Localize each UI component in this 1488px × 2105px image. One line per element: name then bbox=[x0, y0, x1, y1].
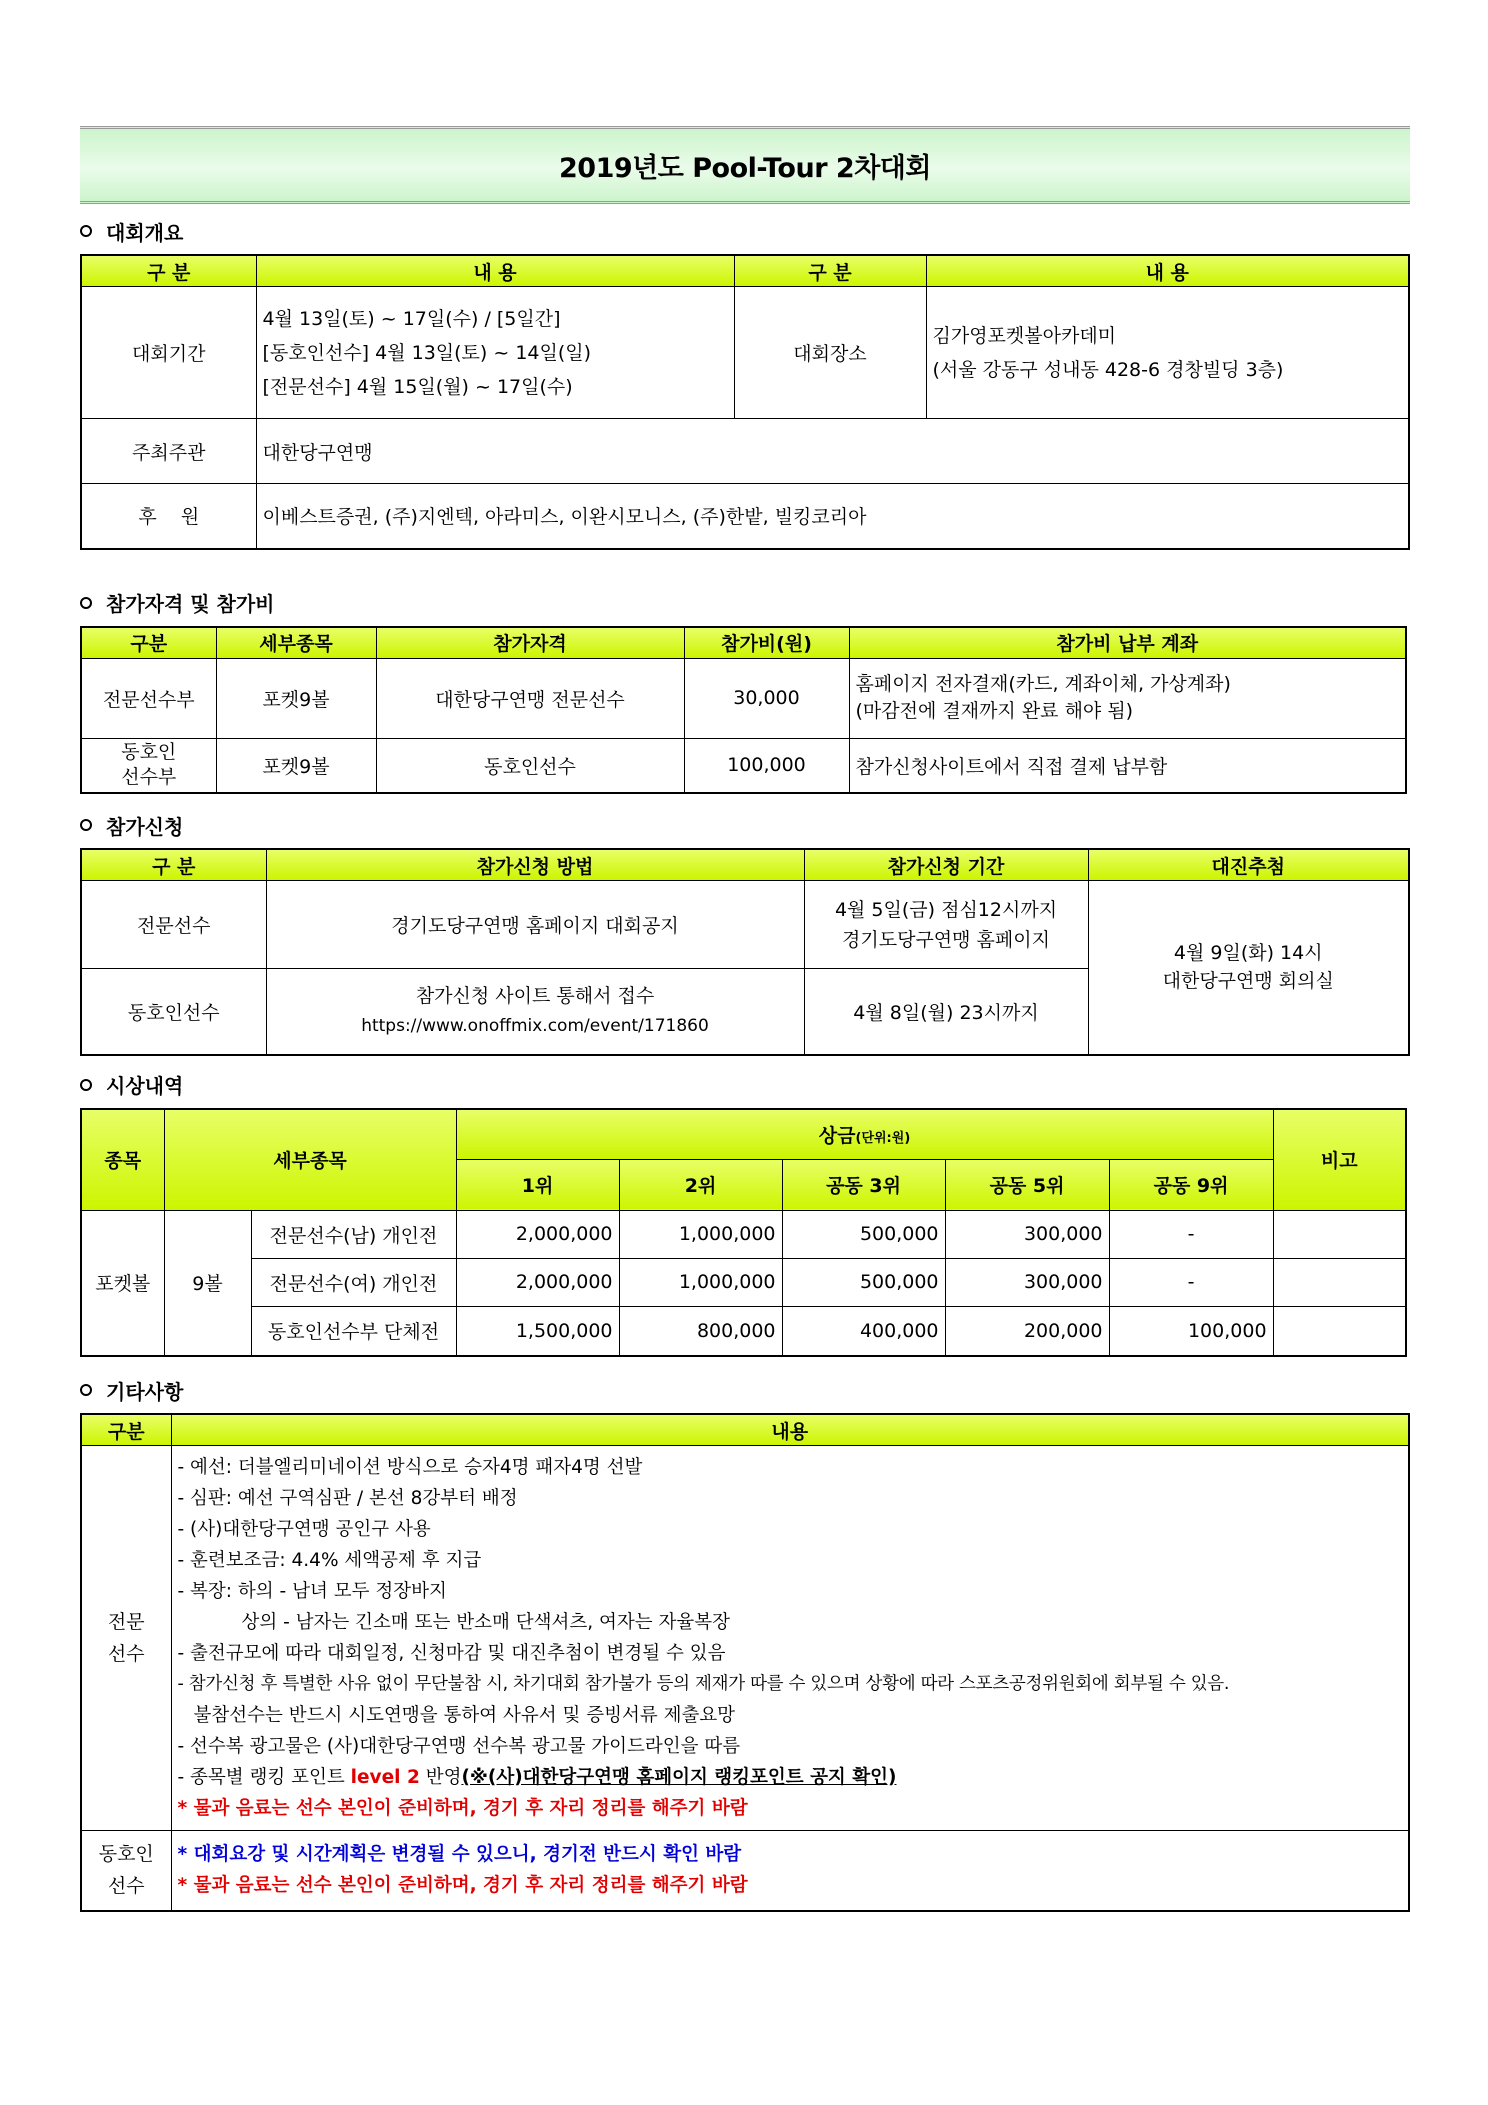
header-cell: 참가자격 bbox=[376, 627, 684, 659]
header-cell: 내 용 bbox=[256, 255, 734, 287]
title-banner bbox=[80, 126, 1410, 204]
header-cell: 공동 3위 bbox=[782, 1159, 945, 1210]
header-cell: 2위 bbox=[619, 1159, 782, 1210]
header-cell: 참가비 납부 계좌 bbox=[849, 627, 1406, 659]
pro-notes: - 예선: 더블엘리미네이션 방식으로 승자4명 패자4명 선발 - 심판: 예선 구역심판 / 본선 8강부터 배정 - (사)대한당구연맹 공인구 사용 - 훈련보조금: 4.4% 세액공제 후 지급 - 복장: 하의 - 남녀 모두 정장바지 상의 - 남자는 긴소매 또는 반소매 단색셔츠, 여자는 자율복장 - 출전규모에 따라 대회일정, 신청마감 및 대진추첨이 변경될 수 있음 - 참가신청 후 특별한 사유 없이 무단불참 시, 차기대회 참가불가 등의 제재가 따를 수 있으며 상황에 따라 스포츠공정위원회에 회부될 수 있음. 불참선수는 반드시 시도연맹을 통하여 사유서 및 증빙서류 제출요망 - 선수복 광고물은 (사)대한당구연맹 선수복 광고물 가이드라인을 따름 - 종목별 랭킹 포인트 level 2 반영(※(사)대한당구연맹 홈페이지 랭킹포인트 공지 확인) * 물과 음료는 선수 본인이 준비하며, 경기 후 자리 정리를 해주기 바람 bbox=[171, 1446, 1409, 1831]
header-cell: 구분 bbox=[81, 627, 216, 659]
etc-table bbox=[80, 1413, 1410, 1912]
section-prizes-heading: 시상내역 bbox=[80, 1072, 1410, 1098]
circle-bullet-icon bbox=[80, 1384, 92, 1396]
header-cell: 공동 9위 bbox=[1109, 1159, 1273, 1210]
sponsor-value: 이베스트증권, (주)지엔텍, 아라미스, 이완시모니스, (주)한밭, 빌킹코리아 bbox=[256, 484, 1409, 549]
table-row: 동호인 선수 * 대회요강 및 시간계획은 변경될 수 있으니, 경기전 반드시 확인 바람 * 물과 음료는 선수 본인이 준비하며, 경기 후 자리 정리를 해주기 바람 bbox=[81, 1831, 1409, 1911]
period-value: 4월 13일(토) ~ 17일(수) / [5일간] [동호인선수] 4월 13일(토) ~ 14일(일) [전문선수] 4월 15일(월) ~ 17일(수) bbox=[256, 287, 734, 419]
circle-bullet-icon bbox=[80, 819, 92, 831]
header-cell-prize: 상금(단위:원) bbox=[456, 1109, 1273, 1160]
section-eligibility-heading: 참가자격 및 참가비 bbox=[80, 590, 1410, 616]
table-row: 전문선수부 포켓9볼 대한당구연맹 전문선수 30,000 홈페이지 전자결재(카드, 계좌이체, 가상계좌) (마감전에 결재까지 완료 해야 됨) bbox=[81, 658, 1406, 738]
header-cell: 참가신청 방법 bbox=[266, 849, 804, 881]
table-row: 동호인선수부 단체전 1,500,000 800,000 400,000 200,000 100,000 bbox=[81, 1306, 1406, 1356]
header-cell: 세부종목 bbox=[216, 627, 376, 659]
table-row: 전문 선수 - 예선: 더블엘리미네이션 방식으로 승자4명 패자4명 선발 - 심판: 예선 구역심판 / 본선 8강부터 배정 - (사)대한당구연맹 공인구 사용 - 훈련보조금: 4.4% 세액공제 후 지급 - 복장: 하의 - 남녀 모두 정장바지 상의 - 남자는 긴소매 또는 반소매 단색셔츠, 여자는 자율복장 - 출전규모에 따라 대회일정, 신청마감 및 대진추첨이 변경될 수 있음 - 참가신청 후 특별한 사유 없이 무단불참 시, 차기대회 참가불가 등의 제재가 따를 수 있으며 상황에 따라 스포츠공정위원회에 회부될 수 있음. 불참선수는 반드시 시도연맹을 통하여 사유서 및 증빙서류 제출요망 - 선수복 광고물은 (사)대한당구연맹 선수복 광고물 가이드라인을 따름 - 종목별 랭킹 포인트 level 2 반영(※(사)대한당구연맹 홈페이지 랭킹포인트 공지 확인) * 물과 음료는 선수 본인이 준비하며, 경기 후 자리 정리를 해주기 바람 bbox=[81, 1446, 1409, 1831]
header-cell: 구 분 bbox=[734, 255, 926, 287]
section-overview-heading: 대회개요 bbox=[80, 218, 1410, 244]
header-cell: 구분 bbox=[81, 1414, 171, 1446]
eligibility-table bbox=[80, 626, 1407, 795]
overview-table bbox=[80, 254, 1410, 550]
section-application-heading: 참가신청 bbox=[80, 812, 1410, 838]
table-row: 포켓볼 9볼 전문선수(남) 개인전 2,000,000 1,000,000 500,000 300,000 - bbox=[81, 1210, 1406, 1258]
header-cell: 참가신청 기간 bbox=[804, 849, 1088, 881]
host-label: 주최주관 bbox=[81, 419, 256, 484]
header-cell: 1위 bbox=[456, 1159, 619, 1210]
table-row: 전문선수 경기도당구연맹 홈페이지 대회공지 4월 5일(금) 점심12시까지 경기도당구연맹 홈페이지 4월 9일(화) 14시 대한당구연맹 회의실 bbox=[81, 881, 1409, 969]
draw-cell: 4월 9일(화) 14시 대한당구연맹 회의실 bbox=[1088, 881, 1409, 1055]
header-cell: 내용 bbox=[171, 1414, 1409, 1446]
venue-value: 김가영포켓볼아카데미 (서울 강동구 성내동 428-6 경창빌딩 3층) bbox=[926, 287, 1409, 419]
header-cell: 구 분 bbox=[81, 849, 266, 881]
header-cell: 대진추첨 bbox=[1088, 849, 1409, 881]
table-row: 전문선수(여) 개인전 2,000,000 1,000,000 500,000 300,000 - bbox=[81, 1258, 1406, 1306]
sponsor-label: 후 원 bbox=[81, 484, 256, 549]
header-cell: 공동 5위 bbox=[945, 1159, 1109, 1210]
circle-bullet-icon bbox=[80, 1079, 92, 1091]
header-cell: 비고 bbox=[1273, 1109, 1406, 1211]
section-etc-heading: 기타사항 bbox=[80, 1377, 1410, 1403]
header-cell: 내 용 bbox=[926, 255, 1409, 287]
header-cell: 구 분 bbox=[81, 255, 256, 287]
amateur-notes: * 대회요강 및 시간계획은 변경될 수 있으니, 경기전 반드시 확인 바람 * 물과 음료는 선수 본인이 준비하며, 경기 후 자리 정리를 해주기 바람 bbox=[171, 1831, 1409, 1911]
application-link[interactable]: https://www.onoffmix.com/event/171860 bbox=[361, 1016, 709, 1037]
period-label: 대회기간 bbox=[81, 287, 256, 419]
header-cell: 종목 bbox=[81, 1109, 164, 1211]
table-row: 동호인선수 참가신청 사이트 통해서 접수 https://www.onoffmix.com/event/171860 4월 8일(월) 23시까지 bbox=[81, 969, 1409, 1055]
circle-bullet-icon bbox=[80, 225, 92, 237]
document-page bbox=[80, 126, 1410, 1912]
document-title: 2019년도 Pool-Tour 2차대회 bbox=[559, 152, 931, 184]
prizes-table bbox=[80, 1108, 1407, 1358]
host-value: 대한당구연맹 bbox=[256, 419, 1409, 484]
venue-label: 대회장소 bbox=[734, 287, 926, 419]
header-cell: 참가비(원) bbox=[684, 627, 849, 659]
table-row: 동호인 선수부 포켓9볼 동호인선수 100,000 참가신청사이트에서 직접 결제 납부함 bbox=[81, 738, 1406, 793]
application-table bbox=[80, 848, 1410, 1056]
circle-bullet-icon bbox=[80, 597, 92, 609]
header-cell: 세부종목 bbox=[164, 1109, 456, 1211]
